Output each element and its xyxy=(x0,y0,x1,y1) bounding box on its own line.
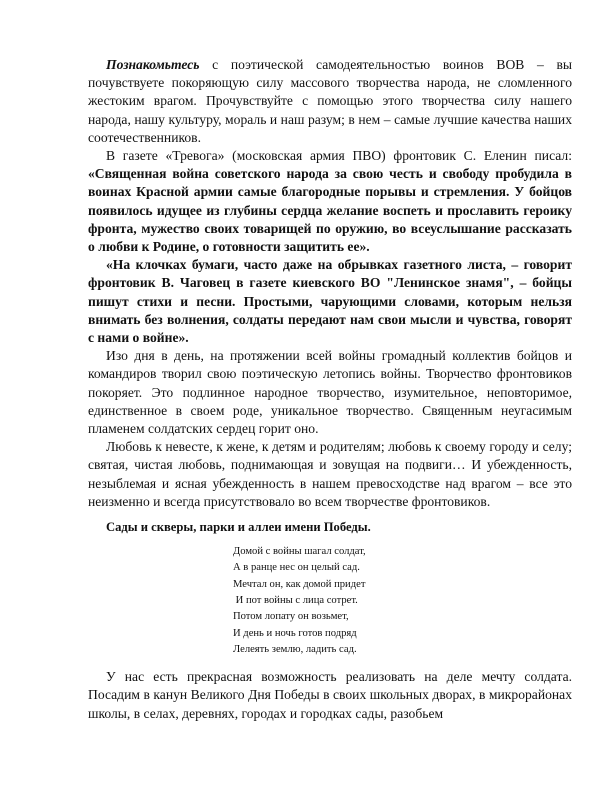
paragraph-elenin-intro: В газете «Тревога» (московская армия ПВО) фронтовик С. Еленин писал: xyxy=(106,148,572,164)
paragraph-intro xyxy=(88,56,572,147)
poem-line: Лелеять землю, ладить сад. xyxy=(233,643,357,655)
section-heading: Сады и скверы, парки и аллеи имени Победы. xyxy=(106,520,371,535)
paragraph-elenin xyxy=(88,147,572,256)
poem xyxy=(233,544,572,658)
paragraph-gardens: У нас есть прекрасная возможность реализовать на деле мечту солдата. Посадим в канун Великого Дня Победы в своих школьных дворах, в микрорайонах школы, в селах, деревнях, городах и городках сады, разобьем xyxy=(88,669,572,721)
paragraph-elenin-quote: «Священная война советского народа за свою честь и свободу пробудила в воинах Красной армии самые благородные порывы и стремления. У бойцов появилось идущее из глубины сердца желание воспеть и прославить героику фронта, мужество своих товарищей по оружию, во всеуслышание рассказать о любви к Родине, о готовности защитить ее». xyxy=(88,166,572,255)
document-page xyxy=(88,56,572,723)
poem-line: И пот войны с лица сотрет. xyxy=(233,594,358,606)
poem-line: Домой с войны шагал солдат, xyxy=(233,546,366,558)
lead-word: Познакомьтесь xyxy=(106,57,200,72)
poem-line: И день и ночь готов подряд xyxy=(233,627,357,639)
paragraph-intro-text: с поэтической самодеятельностью воинов ВОВ – вы почувствуете покоряющую силу массового творчества народа, не сломленного жестоким врагом. Прочувствуйте с помощью этого творчества силу нашего народа, нашу культуру, мораль и наш разум; в нем – самые лучшие качества наших соотечественников. xyxy=(88,57,572,145)
poem-line: Потом лопату он возьмет, xyxy=(233,611,349,623)
paragraph-love: Любовь к невесте, к жене, к детям и родителям; любовь к своему городу и селу; святая, чистая любовь, поднимающая и зовущая на подвиги… И убежденность, незыблемая и ясная убежденность в нашем превосходстве над врагом – все это неизменно и всегда присутствовало во всем творчестве фронтовиков. xyxy=(88,439,572,509)
poem-line: А в ранце нес он целый сад. xyxy=(233,562,360,574)
poem-line: Мечтал он, как домой придет xyxy=(233,578,366,590)
paragraph-chronicle: Изо дня в день, на протяжении всей войны громадный коллектив бойцов и командиров творил свою поэтическую летопись войны. Творчество фронтовиков покоряет. Это подлинное народное творчество, изумительное, неповторимое, единственное в своем роде, уникальное творчество. Священным неугасимым пламенем солдатских сердец горит оно. xyxy=(88,348,572,437)
paragraph-chagovets: «На клочках бумаги, часто даже на обрывках газетного листа, – говорит фронтовик В. Чаговец в газете киевского ВО "Ленинское знамя", – бойцы пишут стихи и песни. Простыми, чарующими словами, которым нельзя внимать без волнения, солдаты передают нам свои мысли и чувства, говорят с нами о войне». xyxy=(88,257,572,346)
